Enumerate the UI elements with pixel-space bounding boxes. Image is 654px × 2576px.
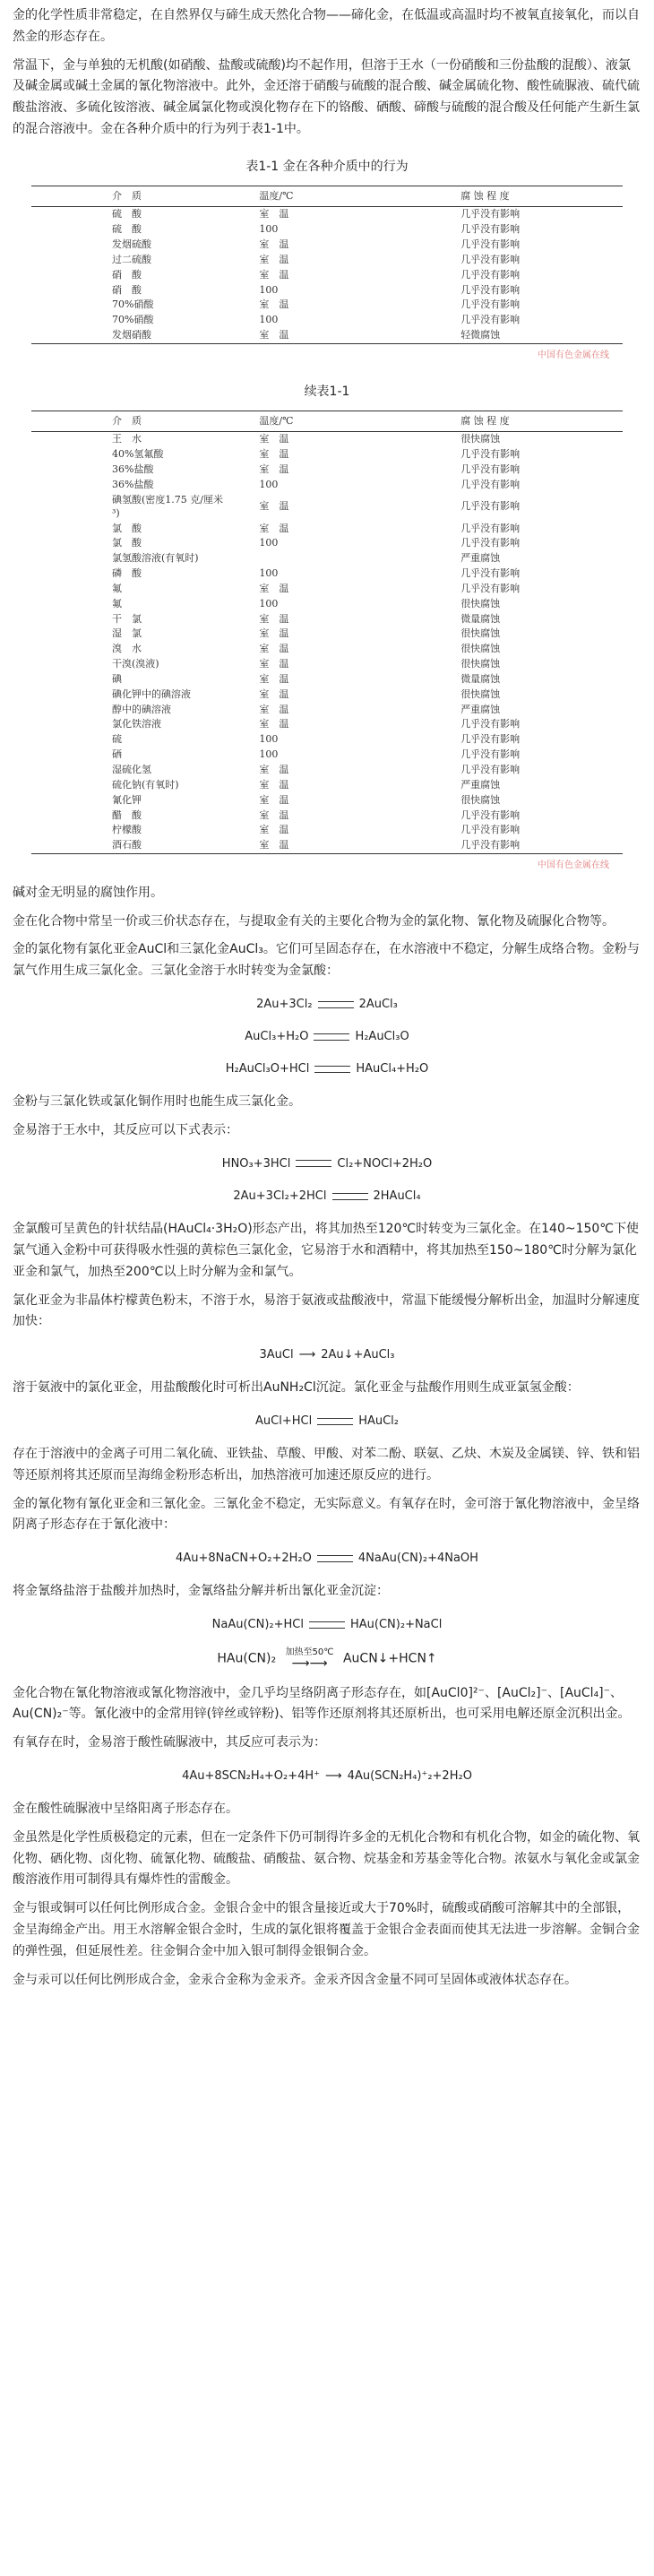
cell-temperature: 室 温 (259, 582, 289, 594)
cell-medium: 磷 酸 (112, 567, 142, 580)
cell-medium: 氯 酸 (112, 522, 142, 534)
table-row (31, 313, 623, 328)
cell-medium: 碘化钾中的碘溶液 (112, 687, 191, 700)
paragraph: 金氯酸可呈黄色的针状结晶(HAuCl₄·3H₂O)形态产出，将其加热至120℃时转变为三氯化金。在140~150℃下使氯气通入金粉中可获得吸水性强的黄棕色三氯化金，它易溶于水和酒精中，将其加热至150~180℃时分解为氯化亚金和氯气，加热至200℃以上时分解为金和氯气。 (13, 1222, 640, 1279)
cell-corrosion: 几乎没有影响 (460, 764, 521, 776)
cell-temperature: 100 (259, 314, 279, 326)
cell-temperature: 100 (259, 537, 279, 549)
cell-temperature: 100 (259, 478, 279, 490)
cell-corrosion: 几乎没有影响 (460, 478, 521, 490)
cell-temperature: 室 温 (259, 672, 289, 685)
cell-temperature: 室 温 (259, 522, 289, 534)
equilibrium-arrow (332, 1193, 368, 1200)
cell-corrosion: 几乎没有影响 (460, 808, 521, 821)
watermark: 中国有色金属在线 (538, 350, 609, 361)
cell-corrosion: 微量腐蚀 (460, 612, 501, 625)
col-medium: 介 质 (31, 411, 232, 432)
cell-temperature: 室 温 (259, 463, 289, 476)
cell-medium: 醋 酸 (112, 808, 142, 821)
cell-temperature: 室 温 (259, 208, 289, 220)
table-row (31, 493, 623, 522)
cell-medium: 醇中的碘溶液 (112, 703, 171, 715)
table-row (31, 808, 623, 824)
cell-medium: 氯 酸 (112, 537, 142, 549)
cell-medium: 70%硝酸 (112, 298, 154, 311)
table-row (31, 447, 623, 462)
cell-corrosion: 几乎没有影响 (460, 718, 521, 730)
table-row (31, 478, 623, 493)
cell-temperature: 室 温 (259, 718, 289, 730)
table-row (31, 763, 623, 778)
cell-medium: 氟 (112, 597, 122, 609)
table-row (31, 238, 623, 253)
cell-medium: 硫 (112, 733, 122, 746)
col-corrosion: 腐 蚀 程 度 (398, 186, 623, 207)
col-temperature: 温度/℃ (232, 186, 398, 207)
table-row (31, 222, 623, 238)
intro-paragraph-2: 常温下，金与单独的无机酸(如硝酸、盐酸或硫酸)均不起作用，但溶于王水（一份硝酸和三份盐酸的混酸）、液氯及碱金属或碱土金属的氰化物溶液中。此外，金还溶于硝酸与硫酸的混合酸、碱金属硫化物、酸性硫脲液、硫代硫酸盐溶液、多硫化铵溶液、碱金属氯化物或溴化物存在下的铬酸、硒酸、碲酸与硫酸的混合酸及任何能产生新生氯的混合溶液中。金在各种介质中的行为列于表1-1中。 (13, 57, 640, 136)
table-row (31, 687, 623, 703)
cell-medium: 柠檬酸 (112, 824, 142, 836)
cell-medium: 湿硫化氢 (112, 764, 151, 776)
cell-corrosion: 很快腐蚀 (460, 627, 501, 640)
cell-temperature: 室 温 (259, 298, 289, 311)
cell-corrosion: 几乎没有影响 (460, 268, 521, 281)
cell-temperature: 室 温 (259, 627, 289, 640)
paragraph: 碱对金无明显的腐蚀作用。 (13, 885, 163, 900)
cell-corrosion: 严重腐蚀 (460, 703, 501, 715)
col-temperature: 温度/℃ (232, 411, 398, 432)
table-row (31, 823, 623, 838)
cell-medium: 硫 酸 (112, 223, 142, 236)
equilibrium-arrow (314, 1066, 350, 1073)
paragraph: 金虽然是化学性质极稳定的元素，但在一定条件下仍可制得许多金的无机化合物和有机化合物，如金的硫化物、氧化物、硒化物、卤化物、硫氰化物、硫酸盐、硝酸盐、氨合物、烷基金和芳基金等化合物。浓氨水与氧化金或氯金酸溶液作用可制得具有爆炸性的雷酸金。 (13, 1829, 640, 1888)
table-row (31, 432, 623, 447)
table-1-cont-title: 续表1-1 (304, 384, 350, 399)
cell-temperature: 100 (259, 597, 279, 609)
cell-corrosion: 很快腐蚀 (460, 597, 501, 609)
cell-temperature: 100 (259, 733, 279, 746)
paragraph: 存在于溶液中的金离子可用二氧化硫、亚铁盐、草酸、甲酸、对苯二酚、联氨、乙炔、木炭及金属镁、锌、铁和铝等还原剂将其还原而呈海绵金粉形态析出，加热溶液可加速还原反应的进行。 (13, 1447, 640, 1482)
paragraph: 金易溶于王水中，其反应可以下式表示： (13, 1123, 238, 1138)
cell-corrosion: 几乎没有影响 (460, 208, 521, 220)
cell-corrosion: 几乎没有影响 (460, 223, 521, 236)
table-row (31, 748, 623, 763)
equation: HAu(CN)₂ 加热至50℃ ⟶⟶ AuCN↓+HCN↑ (217, 1647, 437, 1672)
cell-corrosion: 几乎没有影响 (460, 567, 521, 580)
col-corrosion: 腐 蚀 程 度 (398, 411, 623, 432)
table-row (31, 207, 623, 222)
cell-medium: 硝 酸 (112, 283, 142, 296)
cell-medium: 发烟硝酸 (31, 328, 232, 343)
paragraph: 金的氯化物有氯化亚金AuCl和三氯化金AuCl₃。它们可呈固态存在，在水溶液中不稳定，分解生成络合物。金粉与氯气作用生成三氯化金。三氯化金溶于水时转变为金氯酸： (13, 942, 640, 979)
cell-temperature: 室 温 (259, 764, 289, 776)
paragraph: 有氧存在时，金易溶于酸性硫脲液中，其反应可表示为： (13, 1735, 326, 1750)
cell-temperature: 室 温 (232, 328, 398, 343)
watermark: 中国有色金属在线 (538, 860, 609, 871)
cell-corrosion: 严重腐蚀 (460, 778, 501, 791)
cell-medium: 硝 酸 (112, 268, 142, 281)
table-row (31, 522, 623, 537)
cell-temperature: 室 温 (259, 687, 289, 700)
equilibrium-arrow (318, 1001, 354, 1008)
cell-medium: 干 氯 (112, 612, 142, 625)
table-1-title: 表1-1 金在各种介质中的行为 (245, 159, 409, 174)
table-header-row (31, 411, 623, 432)
cell-corrosion: 几乎没有影响 (460, 298, 521, 311)
table-row (31, 703, 623, 718)
cell-temperature: 室 温 (259, 448, 289, 461)
table-row (31, 838, 623, 853)
cell-corrosion: 几乎没有影响 (460, 824, 521, 836)
cell-medium: 硫化钠(有氧时) (112, 778, 179, 791)
right-arrow: ⟶ (325, 1768, 342, 1783)
table-row (31, 642, 623, 657)
cell-medium: 硒 (112, 748, 122, 761)
cell-corrosion: 严重腐蚀 (460, 552, 501, 565)
paragraph: 金的氰化物有氰化亚金和三氰化金。三氰化金不稳定，无实际意义。有氧存在时，金可溶于氰化物溶液中，金呈络阴离子形态存在于氰化液中： (13, 1496, 640, 1533)
equilibrium-arrow (317, 1555, 353, 1562)
cell-corrosion: 轻微腐蚀 (398, 328, 623, 343)
paragraph: 氯化亚金为非晶体柠檬黄色粉末，不溶于水，易溶于氨液或盐酸液中，常温下能缓慢分解析出金，加温时分解速度加快： (13, 1292, 640, 1329)
cell-corrosion: 很快腐蚀 (460, 793, 501, 806)
equation: 2Au+3Cl₂ 2AuCl₃ (256, 998, 398, 1012)
cell-corrosion: 几乎没有影响 (398, 838, 623, 853)
cell-corrosion: 几乎没有影响 (460, 448, 521, 461)
cell-medium: 氯化铁溶液 (112, 718, 161, 730)
table-row (31, 732, 623, 748)
cell-temperature: 室 温 (259, 703, 289, 715)
reaction-condition: 加热至50℃ (285, 1647, 334, 1658)
cell-temperature: 室 温 (259, 268, 289, 281)
table-row (31, 657, 623, 672)
cell-temperature: 室 温 (259, 238, 289, 251)
cell-temperature (232, 551, 398, 566)
cell-corrosion: 几乎没有影响 (460, 238, 521, 251)
cell-medium: 碘氢酸(密度1.75 克/厘米³) (112, 493, 223, 519)
cell-corrosion: 几乎没有影响 (460, 748, 521, 761)
cell-medium: 氟 (112, 582, 122, 594)
cell-medium: 70%硝酸 (112, 314, 154, 326)
cell-corrosion: 很快腐蚀 (460, 687, 501, 700)
cell-medium: 溴 水 (112, 643, 142, 655)
cell-temperature: 室 温 (259, 500, 289, 513)
table-row (31, 283, 623, 298)
table-row (31, 612, 623, 627)
cell-corrosion: 几乎没有影响 (460, 500, 521, 513)
cell-medium: 发烟硫酸 (112, 238, 151, 251)
paragraph: 金与汞可以任何比例形成合金，金汞合金称为金汞齐。金汞齐因含金量不同可呈固体或液体状态存在。 (13, 1972, 577, 1987)
equilibrium-arrow (317, 1418, 353, 1425)
paragraph: 金与银或铜可以任何比例形成合金。金银合金中的银含量接近或大于70%时，硫酸或硝酸可溶解其中的全部银，金呈海绵金产出。用王水溶解金银合金时，生成的氯化银将覆盖于金银合金表面而使其无法进一步溶解。金铜合金的弹性强，但延展性差。往金铜合金中加入银可制得金银铜合金。 (13, 1901, 640, 1958)
cell-corrosion: 几乎没有影响 (460, 582, 521, 594)
cell-corrosion: 几乎没有影响 (460, 283, 521, 296)
table-row (31, 717, 623, 732)
cell-medium: 王 水 (112, 433, 142, 445)
paragraph: 将金氰络盐溶于盐酸并加热时，金氰络盐分解并析出氰化亚金沉淀： (13, 1584, 389, 1599)
cell-temperature: 100 (259, 748, 279, 761)
table-row (31, 597, 623, 612)
table-row (31, 778, 623, 793)
cell-temperature: 室 温 (259, 793, 289, 806)
cell-medium: 碘 (112, 672, 122, 685)
cell-medium: 酒石酸 (31, 838, 232, 853)
table-row (31, 551, 623, 566)
cell-corrosion: 几乎没有影响 (460, 537, 521, 549)
intro-paragraph-1: 金的化学性质非常稳定，在自然界仅与碲生成天然化合物——碲化金，在低温或高温时均不被氧直接氧化，而以自然金的形态存在。 (13, 8, 640, 44)
table-row (31, 298, 623, 313)
paragraph: 金在酸性硫脲液中呈络阳离子形态存在。 (13, 1802, 238, 1817)
cell-corrosion: 很快腐蚀 (460, 658, 501, 670)
cell-corrosion: 几乎没有影响 (460, 733, 521, 746)
cell-medium: 干溴(溴液) (112, 658, 159, 670)
gold-behavior-table (31, 186, 623, 344)
cell-corrosion: 几乎没有影响 (460, 463, 521, 476)
cell-medium: 硫 酸 (112, 208, 142, 220)
cell-corrosion: 几乎没有影响 (460, 314, 521, 326)
cell-corrosion: 几乎没有影响 (460, 522, 521, 534)
cell-corrosion: 几乎没有影响 (460, 253, 521, 265)
cell-medium: 氰化钾 (112, 793, 142, 806)
cell-medium: 氯氢酸溶液(有氧时) (112, 552, 199, 565)
equilibrium-arrow (296, 1160, 331, 1167)
cell-temperature: 室 温 (232, 838, 398, 853)
table-row (31, 268, 623, 283)
cell-medium: 湿 氯 (112, 627, 142, 640)
table-row (31, 328, 623, 343)
table-row (31, 627, 623, 642)
equation: 3AuCl ⟶ 2Au↓+AuCl₃ (0, 1345, 654, 1365)
cell-medium: 36%盐酸 (112, 463, 154, 476)
paragraph: 金在化合物中常呈一价或三价状态存在，与提取金有关的主要化合物为金的氯化物、氰化物及硫脲化合物等。 (13, 913, 615, 929)
cell-temperature: 100 (259, 223, 279, 236)
cell-temperature: 100 (259, 567, 279, 580)
equation: H₂AuCl₃O+HCl HAuCl₄+H₂O (225, 1062, 429, 1076)
cell-medium: 40%氢氟酸 (112, 448, 164, 461)
equation: 4Au+8NaCN+O₂+2H₂O 4NaAu(CN)₂+4NaOH (176, 1552, 478, 1566)
table-row (31, 253, 623, 268)
col-medium: 介 质 (31, 186, 232, 207)
cell-temperature: 室 温 (259, 433, 289, 445)
equation: HNO₃+3HCl Cl₂+NOCl+2H₂O (221, 1156, 433, 1171)
paragraph: 金化合物在氰化物溶液或氰化物溶液中，金几乎均呈络阴离子形态存在，如[AuCl0]²⁻、[AuCl₂]⁻、[AuCl₄]⁻、Au(CN)₂⁻等。氰化液中的金常用锌(锌丝或锌粉)、铝等作还原剂将其还原析出，也可采用电解还原金沉积出金。 (13, 1685, 631, 1722)
equation: NaAu(CN)₂+HCl HAu(CN)₂+NaCl (211, 1618, 443, 1632)
paragraph: 金粉与三氯化铁或氯化铜作用时也能生成三氯化金。 (13, 1094, 301, 1110)
table-header-row (31, 186, 623, 207)
cell-temperature: 室 温 (259, 658, 289, 670)
gold-behavior-table-continued (31, 411, 623, 854)
equation: AuCl₃+H₂O H₂AuCl₃O (245, 1030, 409, 1044)
table-row (31, 672, 623, 687)
table-row (31, 793, 623, 808)
equilibrium-arrow (314, 1033, 349, 1041)
table-row (31, 582, 623, 597)
cell-temperature: 室 温 (259, 808, 289, 821)
cell-corrosion: 很快腐蚀 (460, 643, 501, 655)
cell-corrosion: 微量腐蚀 (460, 672, 501, 685)
table-row (31, 462, 623, 478)
cell-temperature: 室 温 (259, 778, 289, 791)
cell-temperature: 100 (259, 283, 279, 296)
equation: 2Au+3Cl₂+2HCl 2HAuCl₄ (233, 1189, 421, 1204)
right-arrow: ⟶⟶ (291, 1656, 328, 1672)
equilibrium-arrow (309, 1621, 345, 1629)
table-row (31, 536, 623, 551)
cell-medium: 过二硫酸 (112, 253, 151, 265)
table-row (31, 566, 623, 582)
right-arrow: ⟶ (298, 1348, 316, 1362)
cell-corrosion: 很快腐蚀 (460, 433, 501, 445)
cell-temperature: 室 温 (259, 612, 289, 625)
paragraph: 溶于氨液中的氯化亚金，用盐酸酸化时可析出AuNH₂Cl沉淀。氯化亚金与盐酸作用则生成亚氯氢金酸： (13, 1380, 580, 1396)
cell-temperature: 室 温 (259, 643, 289, 655)
equation: 4Au+8SCN₂H₄+O₂+4H⁺ ⟶ 4Au(SCN₂H₄)⁺₂+2H₂O (0, 1767, 654, 1786)
equation: AuCl+HCl HAuCl₂ (255, 1414, 399, 1428)
cell-temperature: 室 温 (259, 253, 289, 265)
cell-medium: 36%盐酸 (112, 478, 154, 490)
cell-temperature: 室 温 (259, 824, 289, 836)
